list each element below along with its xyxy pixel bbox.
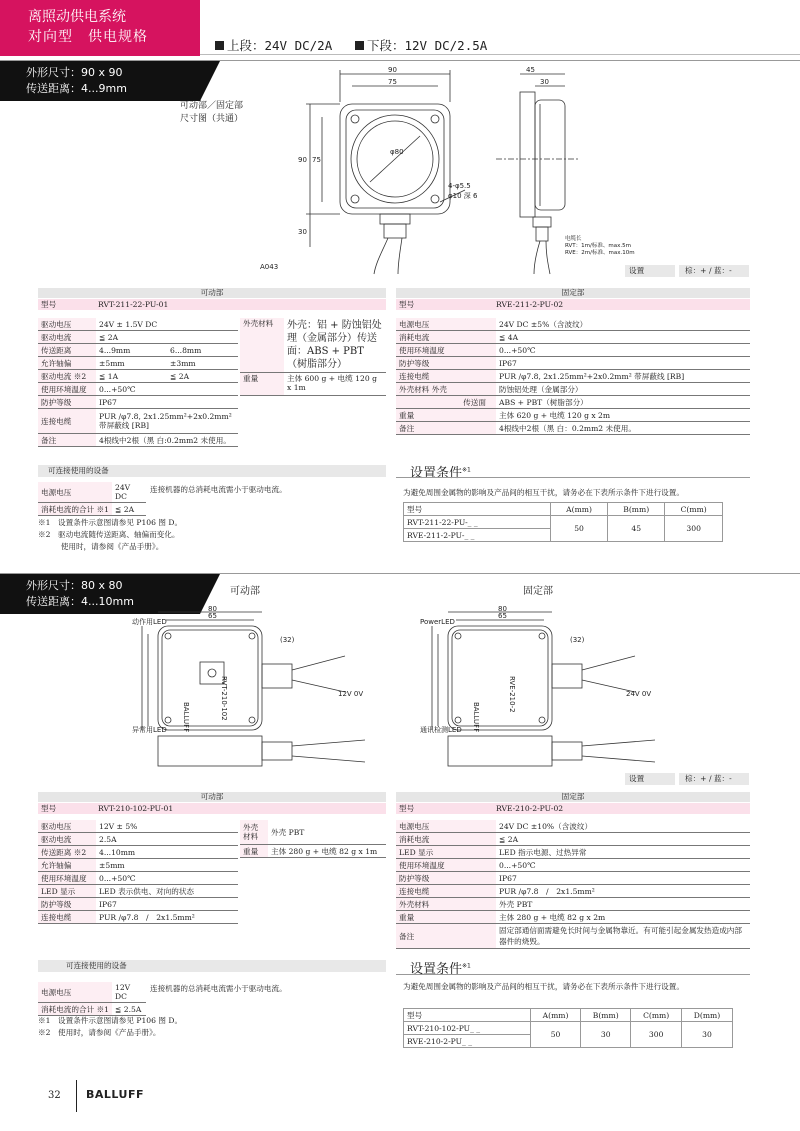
dim-80-a: 80 [208,606,217,613]
dim-holes: 4-φ5.5 [448,182,471,190]
condition-title-1: 设置条件$^{※1}$ [410,466,471,481]
brand-logo: BALLUFF [86,1088,144,1101]
table-row: 传送距离 4...9mm 6...8mm [38,344,238,357]
movable-spec-table-1 [38,318,238,447]
dim-65-a: 65 [208,612,217,620]
table-row: 允许轴偏 ±5mm [38,859,238,872]
square-icon [215,41,224,50]
movable-material-table-2 [240,820,386,858]
table-row: 外壳材料 外壳 PBT [240,820,386,845]
table-row: LED 显示 LED 表示供电、对向的状态 [38,885,238,898]
table-row: 备注 固定部通信面需避免长时间与金属物靠近。有可能引起金属发热造成内部器件的烧毁。 [396,924,750,949]
movable-spec-table-2 [38,820,238,924]
led-label-3: 异常用LED [132,726,167,734]
table-row: 外壳材料 外壳 防蚀铝处理（金属部分） [396,383,750,396]
table-row: 重量 主体 600 g + 电缆 120 g x 1m [240,373,386,396]
dim-90-top: 90 [388,66,397,74]
voltage-label-mv: 12V 0V [338,690,364,698]
cable-length-note: 电缆长 RVT：1m/标准、max.5m RVE：2m/标准、max.10m [565,236,635,256]
table-row: 重量 主体 280 g + 电缆 82 g x 2m [396,911,750,924]
table-row: 连接电缆 PUR /φ7.8, 2x1.25mm²+2x0.2mm² 带屏蔽线 [RB] [38,409,238,434]
footnotes-1: ※1 设置条件示意图请参见 P106 图 D。 ※2 驱动电流随传送距离、轴偏而变化。 使用时，请参阅《产品手册》。 [38,518,183,551]
movable-title-2: 可动部 [38,792,386,802]
drawing-caption: 可动部／固定部 尺寸图（共通） [180,101,244,124]
fixed-spec-table-1 [396,318,750,435]
dim-80-b: 80 [498,606,507,613]
dim-32-b: (32) [570,636,585,644]
devices-table-1 [38,482,146,516]
dim-30: 30 [298,228,307,236]
table-row: RVT-211-22-PU-_ _ 50 45 300 [404,516,723,529]
table-row: 防护等级 IP67 [38,898,238,911]
page-number: 32 [48,1090,61,1101]
dim-cbore: φ10 深 6 [448,192,478,200]
condition-title-2: 设置条件$^{※1}$ [410,962,471,977]
table-row: 备注 4根线中2根（黑 白：0.2mm2 未使用。 [396,422,750,435]
wire-setting-1: 设置 棕：+ / 蓝：- [625,265,749,277]
section2-label: 外形尺寸：80 x 80 传送距离：4...10mm [0,574,200,614]
dimension-drawing-90 [250,62,770,277]
dim-32-a: (32) [280,636,295,644]
table-row: 电源电压 12V DC [38,982,146,1003]
table-row: 型号 A(mm) B(mm) C(mm) D(mm) [404,1009,733,1022]
dim-45: 45 [526,66,535,74]
footer-divider [76,1080,77,1112]
table-row: 驱动电流 2.5A [38,833,238,846]
wire-setting-2: 设置 棕：+ / 蓝：- [625,773,749,785]
table-row: 防护等级 IP67 [38,396,238,409]
table-row: 使用环境温度 0...+50℃ [38,872,238,885]
drawing-code: A043 [260,263,279,271]
dim-90-left: 90 [298,156,307,164]
fixed-model-row-2: 型号 RVE-210-2-PU-02 [396,803,750,814]
logo-fx: BALLUFF [472,702,480,733]
table-row: 驱动电压 12V ± 5% [38,820,238,833]
devices-note-2: 连接机器的总消耗电流需小于驱动电流。 [150,984,287,993]
table-row: RVE-210-2-PU_ _ [404,1035,733,1048]
devices-title-2: 可连接使用的设备 [38,960,386,972]
table-row: LED 显示 LED 指示电源、过热异常 [396,846,750,859]
model-mv: RVT-210-102 [220,676,228,721]
condition-rule-2 [396,960,750,975]
table-row: 使用环境温度 0...+50℃ [38,383,238,396]
table-row: 型号 A(mm) B(mm) C(mm) [404,503,723,516]
dim-65-b: 65 [498,612,507,620]
table-row: 允许轴偏 ±5mm ±3mm [38,357,238,370]
header-band [0,0,200,56]
table-row: 驱动电流 ≦ 2A [38,331,238,344]
table-row: 驱动电压 24V ± 1.5V DC [38,318,238,331]
header-rule [200,54,800,55]
voltage-label-fx: 24V 0V [626,690,652,698]
movable-model-row-1: 型号 RVT-211-22-PU-01 [38,299,386,310]
table-row: 重量 主体 620 g + 电缆 120 g x 2m [396,409,750,422]
table-row: 电源电压 24V DC [38,482,146,503]
condition-table-1 [403,502,723,542]
table-row: 重量 主体 280 g + 电缆 82 g x 1m [240,845,386,858]
devices-title-1: 可连接使用的设备 [38,465,386,477]
table-row: 消耗电流的合计 ※1 ≦ 2A [38,503,146,516]
devices-table-2 [38,982,146,1016]
table-row: 消耗电流 ≦ 4A [396,331,750,344]
fixed-title-1: 固定部 [396,288,750,298]
led-label-1: 动作用LED [132,618,167,626]
movable-model-row-2: 型号 RVT-210-102-PU-01 [38,803,386,814]
table-row: 电源电压 24V DC ±5%（含波纹） [396,318,750,331]
square-icon [355,41,364,50]
dim-75-top: 75 [388,78,397,86]
dim-75-left: 75 [312,156,321,164]
table-row: 备注 4根线中2根（黑 白:0.2mm2 未使用。 [38,434,238,447]
table-row: 防护等级 IP67 [396,357,750,370]
led-label-4: 通讯检测LED [420,726,462,734]
logo-mv: BALLUFF [182,702,190,733]
table-row: 使用环境温度 0...+50℃ [396,344,750,357]
devices-note-1: 连接机器的总消耗电流需小于驱动电流。 [150,485,287,494]
header-subtitle: 对向型 供电规格 [28,29,148,45]
fixed-model-row-1: 型号 RVE-211-2-PU-02 [396,299,750,310]
dim-phi80: φ80 [390,148,404,156]
power-upper: 上段：24V DC/2A [215,36,332,54]
table-row: 消耗电流的合计 ※1 ≦ 2.5A [38,1003,146,1016]
condition-table-2 [403,1008,733,1048]
section1-label: 外形尺寸：90 x 90 传送距离：4...9mm [0,61,200,101]
table-row: 传送面 ABS + PBT（树脂部分） [396,396,750,409]
dimension-drawing-80 [130,606,740,770]
condition-desc-2: 为避免周围金属物的影响及产品间的相互干扰，请务必在下表所示条件下进行设置。 [403,982,684,991]
table-row: 消耗电流 ≦ 2A [396,833,750,846]
movable-caption-2: 可动部 [230,586,260,597]
movable-material-table-1 [240,318,386,396]
footnotes-2: ※1 设置条件示意图请参见 P106 图 D。 ※2 使用时，请参阅《产品手册》。 [38,1016,183,1037]
dim-30-side: 30 [540,78,549,86]
fixed-caption-2: 固定部 [523,586,553,597]
fixed-title-2: 固定部 [396,792,750,802]
table-row: 连接电缆 PUR /φ7.8, 2x1.25mm²+2x0.2mm² 带屏蔽线 [RB] [396,370,750,383]
power-lower: 下段：12V DC/2.5A [355,36,487,54]
condition-rule-1 [396,463,750,478]
header-title: 离照动供电系统 [28,9,126,25]
movable-title-1: 可动部 [38,288,386,298]
table-row: 连接电缆 PUR /φ7.8 / 2x1.5mm² [38,911,238,924]
table-row: RVT-210-102-PU_ _ 50 30 300 30 [404,1022,733,1035]
table-row: 电源电压 24V DC ±10%（含波纹） [396,820,750,833]
table-row: 驱动电流 ※2 ≦ 1A ≦ 2A [38,370,238,383]
table-row: RVE-211-2-PU-_ _ [404,529,723,542]
led-label-2: PowerLED [420,618,455,626]
table-row: 传送距离 ※2 4...10mm [38,846,238,859]
table-row: 防护等级 IP67 [396,872,750,885]
table-row: 外壳材料 外壳 PBT [396,898,750,911]
table-row: 使用环境温度 0...+50℃ [396,859,750,872]
model-fx: RVE-210-2 [508,676,516,713]
table-row: 连接电缆 PUR /φ7.8 / 2x1.5mm² [396,885,750,898]
fixed-spec-table-2 [396,820,750,949]
table-row: 外壳材料 外壳：铝 + 防蚀铝处理（金属部分）传送面：ABS + PBT（树脂部分） [240,318,386,373]
condition-desc-1: 为避免周围金属物的影响及产品间的相互干扰，请务必在下表所示条件下进行设置。 [403,488,684,497]
